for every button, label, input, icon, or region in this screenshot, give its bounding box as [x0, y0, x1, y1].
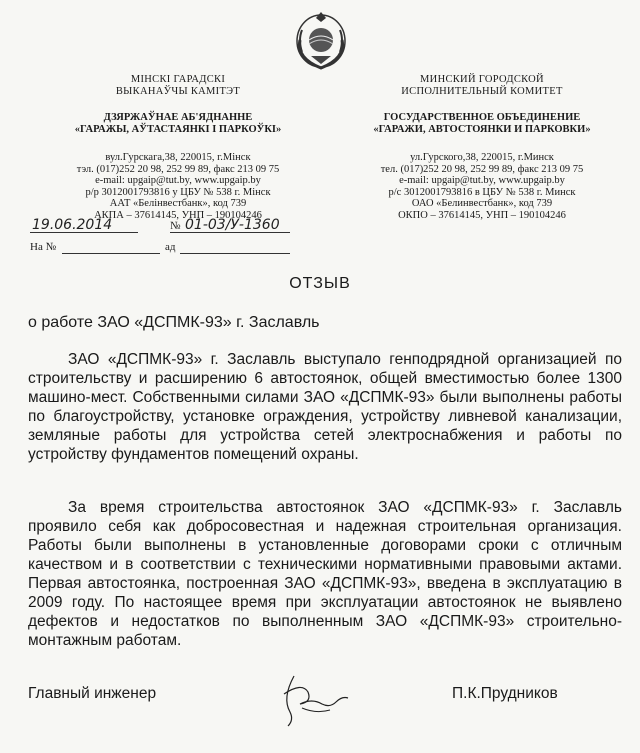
email: e-mail: upgaip@tut.by, www.upgaip.by — [95, 175, 261, 186]
number-underline — [170, 232, 290, 233]
address-block — [350, 152, 614, 221]
codes: АКПА – 37614145, УНП – 190104246 — [94, 209, 262, 221]
account: р/р 3012001793816 у ЦБУ № 538 г. Мінск — [85, 186, 271, 198]
incoming-number-line — [62, 253, 160, 254]
address: вул.Гурскага,38, 220015, г.Мінск — [105, 152, 251, 163]
org-line4: «ГАРАЖЫ, АЎТАСТАЯНКІ І ПАРКОЎКІ» — [74, 124, 282, 135]
org-line3: ДЗЯРЖАЎНАЕ АБ'ЯДНАННЕ — [103, 112, 253, 123]
address: ул.Гурского,38, 220015, г.Минск — [410, 152, 554, 163]
email: e-mail: upgaip@tut.by, www.upgaip.by — [399, 175, 565, 186]
state-emblem-icon — [292, 10, 350, 70]
org-line3: ГОСУДАРСТВЕННОЕ ОБЪЕДИНЕНИЕ — [383, 112, 581, 123]
org-line1: МІНСКІ ГАРАДСКІ — [130, 74, 226, 85]
org-line2: ВЫКАНАЎЧЫ КАМІТЭТ — [115, 86, 241, 97]
document-title: ОТЗЫВ — [289, 275, 351, 292]
account: р/с 3012001793816 в ЦБУ № 538 г. Минск — [388, 186, 576, 198]
outgoing-number-prefix: № — [170, 220, 181, 232]
document-subject: о работе ЗАО «ДСПМК-93» г. Заславль — [28, 314, 320, 331]
phone: тел. (017)252 20 98, 252 99 89, факс 213 09 75 — [380, 163, 584, 175]
body-paragraph-2: За время строительства автостоянок ЗАО «ДСПМК-93» г. Заславль проявило себя как добросовестная и надежная строительная организация. Работы были выполнены в установленные договорами сроки с отличным качеством и в соответствии с техническими нормативными правовыми актами. Первая автостоянка, построенная ЗАО «ДСПМК-93», введена в эксплуатацию в 2009 году. По настоящее время при эксплуатации автостоянок не выявлено дефектов и недостатков по выполненным ЗАО «ДСПМК-93» строительно-монтажным работам. — [28, 499, 622, 649]
incoming-number-label: На № — [30, 241, 57, 253]
address-block — [66, 152, 290, 221]
org-line1: МИНСКИЙ ГОРОДСКОЙ — [420, 74, 544, 85]
header-left-belarusian — [66, 74, 290, 221]
codes: ОКПО – 37614145, УНП – 190104246 — [398, 209, 566, 221]
date-underline — [30, 232, 138, 233]
header-right-russian — [350, 74, 614, 221]
body-paragraph-1: ЗАО «ДСПМК-93» г. Заславль выступало генподрядной организацией по строительству и расширению 6 автостоянок, общей вместимостью более 1300 машино-мест. Собственными силами ЗАО «ДСПМК-93» были выполнены работы по благоустройству, установке ограждения, устройству ливневой канализации, земляные работы для устройства сетей электроснабжения и работы по устройству фундаментов помещений охраны. — [28, 351, 622, 463]
incoming-date-label: ад — [165, 241, 176, 253]
bank: ААТ «Белінвестбанк», код 739 — [109, 198, 247, 209]
incoming-date-line — [180, 253, 290, 254]
outgoing-date: 19.06.2014 — [32, 217, 113, 233]
phone: тэл. (017)252 20 98, 252 99 89, факс 213 09 75 — [76, 163, 280, 175]
signatory-name: П.К.Прудников — [452, 685, 558, 702]
org-line4: «ГАРАЖИ, АВТОСТОЯНКИ И ПАРКОВКИ» — [373, 124, 591, 135]
signatory-position: Главный инженер — [28, 685, 157, 702]
bank: ОАО «Белинвестбанк», код 739 — [411, 198, 553, 209]
outgoing-number: 01-03/У-1360 — [185, 217, 280, 233]
org-line2: ИСПОЛНИТЕЛЬНЫЙ КОМИТЕТ — [401, 86, 563, 97]
handwritten-signature-icon — [272, 668, 352, 728]
